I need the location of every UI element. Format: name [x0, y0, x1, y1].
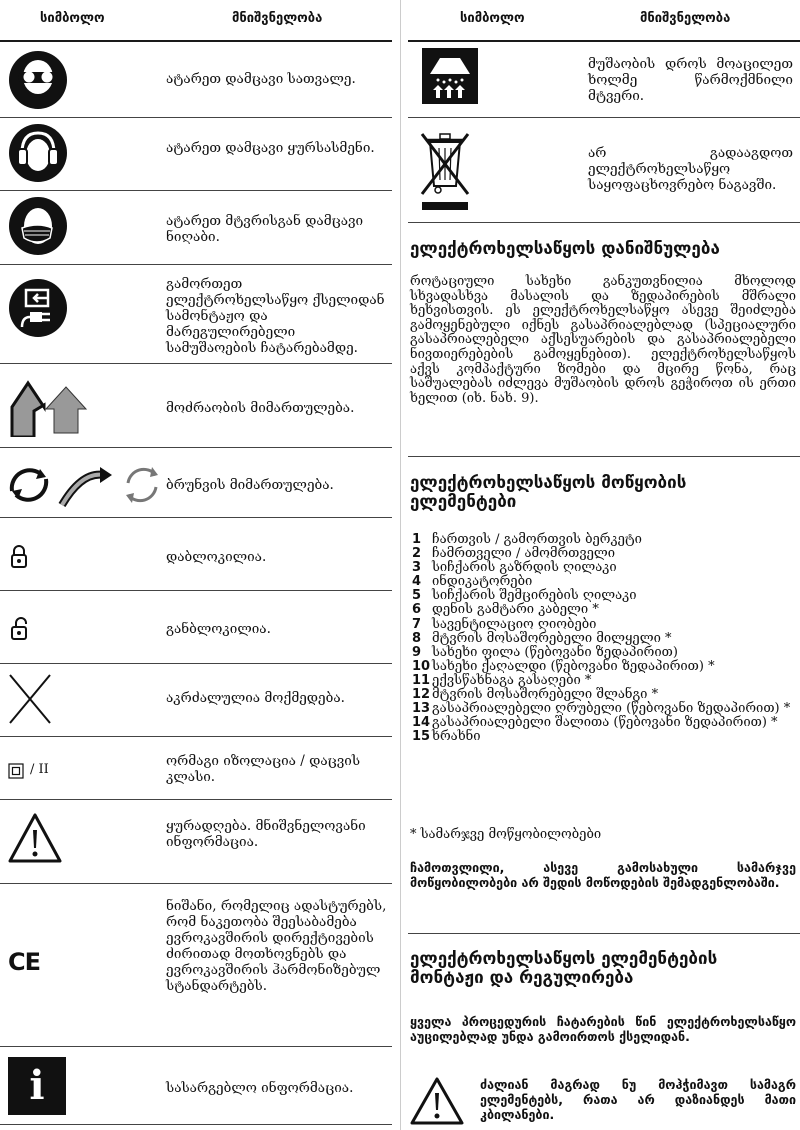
item-text: ხრახნი [432, 729, 481, 745]
divider [0, 363, 392, 364]
row-text: მოძრაობის მიმართულება. [166, 400, 355, 416]
divider [408, 456, 800, 457]
item-text: მტვრის მოსაშორებელი შლანგი * [432, 687, 659, 703]
divider [408, 117, 800, 118]
lock-closed-icon [10, 543, 28, 573]
row-text: ატარეთ დამცავი სათვალე. [166, 71, 356, 87]
divider [0, 590, 392, 591]
divider [0, 736, 392, 737]
list-item [412, 674, 796, 688]
row-text: ბრუნვის მიმართულება. [166, 477, 334, 493]
list-item [412, 603, 796, 617]
double-insulation-icon [8, 763, 24, 783]
dust-mask-icon [8, 196, 68, 260]
list-item [412, 575, 796, 589]
item-number: 5 [412, 588, 422, 604]
item-text: გასაპრიალებელი შალითა (წებოვანი ზედაპირით) * [432, 715, 778, 731]
row-text: გამორთეთ ელექტროხელსაწყო ქსელიდან სამონტაჟო და მარეგულირებელი სამუშაოების ჩატარებამდე. [166, 276, 385, 356]
right-header-meaning: მნიშვნელობა [640, 11, 731, 26]
item-text: სახეხი ქაღალდი (წებოვანი ზედაპირით) * [432, 658, 715, 674]
divider [0, 264, 392, 265]
divider [0, 40, 392, 42]
list-item [412, 632, 796, 646]
purpose-title: ელექტროხელსაწყოს დანიშნულება [410, 239, 720, 259]
row-text: ნიშანი, რომელიც ადასტურებს, რომ ნაკეთობა შეესაბამება ევროკავშირის დირექტივების ძირითად მოთხოვნებს და ევროკავშირის ჰარმონიზებულ სტანდარტებს. [166, 898, 387, 994]
divider [0, 517, 392, 518]
item-text: სახეხი ფილა (წებოვანი ზედაპირით) [432, 644, 678, 660]
weee-bin-icon [418, 126, 472, 218]
dust-extraction-icon [422, 48, 478, 108]
info-icon: i [8, 1057, 66, 1115]
supply-note: ჩამოთვლილი, ასევე გამოსახული სამარჯვე მოწყობილობები არ შედის მოწოდების შემადგენლობაში. [410, 860, 796, 890]
warning-triangle-icon [410, 1076, 464, 1130]
ce-mark-icon: CE [8, 948, 41, 976]
list-item [412, 730, 796, 744]
row-text: ორმაგი იზოლაცია / დაცვის კლასი. [166, 753, 361, 785]
item-text: ინდიკატორები [432, 574, 533, 590]
divider [0, 883, 392, 884]
item-number: 11 [412, 672, 431, 688]
item-number: 10 [412, 658, 431, 674]
divider [0, 663, 392, 664]
divider [0, 447, 392, 448]
ear-protection-icon [8, 123, 68, 187]
item-number: 4 [412, 574, 422, 590]
item-number: 13 [412, 701, 431, 717]
divider [0, 117, 392, 118]
row-text: მუშაობის დროს მოაცილეთ ხოლმე წარმოქმნილი მტვერი. [588, 56, 793, 104]
column-gap [400, 0, 401, 1130]
movement-direction-icon [8, 377, 94, 441]
insulation-class-label: / II [30, 762, 49, 777]
purpose-body: როტაციული სახეხი განკუთვნილია მხოლოდ სხვადასხვა მასალის და ზედაპირების მშრალი ხეხვისთვის. ეს ელექტროხელსაწყო ასევე შეიძლება გამოყენებული იქნეს გასაპრიალებლად (სპეციალური გასაპრიალებელი აქსესუარების და გასაპრიალებელი ნივთიერებების გამოყენებით). ელექტროხელსაწყოს აქვს კომპაქტური ზომები და მცირე წონა, რაც საშუალებას იძლევა მუშაობის დროს გეჭიროთ ის ერთი ხელით (იხ. ნახ. 9). [410, 274, 796, 406]
item-number: 15 [412, 729, 431, 745]
item-number: 2 [412, 546, 422, 562]
item-number: 1 [412, 532, 422, 547]
left-header-meaning: მნიშვნელობა [232, 11, 323, 26]
item-number: 12 [412, 687, 431, 703]
assembly-title: ელექტროხელსაწყოს ელემენტების მონტაჟი და რეგულირება [410, 949, 718, 988]
divider [0, 190, 392, 191]
item-text: სიჩქარის გაზრდის ღილაკი [432, 560, 617, 576]
item-text: ჩამრთველი / ამომრთველი [432, 546, 616, 562]
footnote: * სამარჯვე მოწყობილობები [410, 827, 602, 842]
row-text: ყურადღება. მნიშვნელოვანი ინფორმაცია. [166, 818, 366, 850]
list-item [412, 646, 796, 660]
item-number: 9 [412, 644, 422, 660]
list-item [412, 533, 796, 547]
components-title: ელექტროხელსაწყოს მოწყობის ელემენტები [410, 473, 687, 512]
item-text: ჩართვის / გამორთვის ბერკეტი [432, 532, 642, 547]
item-number: 3 [412, 560, 422, 576]
item-text: დენის გამტარი კაბელი * [432, 602, 599, 618]
item-number: 14 [412, 715, 431, 731]
components-list [412, 533, 796, 744]
divider [408, 40, 800, 42]
row-text: აკრძალულია მოქმედება. [166, 690, 345, 706]
rotation-direction-icon [6, 459, 164, 513]
right-header-symbol: სიმბოლო [460, 11, 525, 26]
divider [408, 222, 800, 223]
safety-goggles-icon [8, 50, 68, 114]
item-text: გასაპრიალებელი ღრუბელი (წებოვანი ზედაპირით) * [432, 701, 791, 717]
assembly-warning: ყველა პროცედურის ჩატარების წინ ელექტროხელსაწყო აუცილებლად უნდა გამოირთოს ქსელიდან. [410, 1014, 796, 1044]
caution-text: ძალიან მაგრად ნუ მოჰჭიმავთ სამაგრ ელემენტებს, რათა არ დაზიანდეს მათი კბილანები. [480, 1077, 796, 1122]
list-item [412, 618, 796, 632]
divider [408, 933, 800, 934]
item-text: მტვრის მოსაშორებელი მილყელი * [432, 630, 672, 646]
item-text: ექვსწახნაგა გასაღები * [432, 672, 592, 688]
unplug-icon [8, 278, 68, 342]
list-item [412, 688, 796, 702]
row-text: სასარგებლო ინფორმაცია. [166, 1080, 354, 1096]
list-item [412, 660, 796, 674]
prohibited-cross-icon [8, 673, 52, 729]
row-text: ატარეთ მტვრისგან დამცავი ნიღაბი. [166, 213, 364, 245]
divider [0, 1046, 392, 1047]
item-number: 6 [412, 602, 422, 618]
lock-open-icon [10, 615, 30, 645]
row-text: დაბლოკილია. [166, 549, 267, 565]
warning-triangle-icon [8, 812, 62, 868]
row-text: ატარეთ დამცავი ყურსასმენი. [166, 140, 375, 156]
item-text: სავენტილაციო ღიობები [432, 616, 597, 632]
item-number: 7 [412, 616, 422, 632]
divider [0, 799, 392, 800]
left-header-symbol: სიმბოლო [40, 11, 105, 26]
item-text: სიჩქარის შემცირების ღილაკი [432, 588, 637, 604]
list-item [412, 547, 796, 561]
item-number: 8 [412, 630, 422, 646]
row-text: არ გადააგდოთ ელექტროხელსაწყო საყოფაცხოვრებო ნაგავში. [588, 145, 793, 193]
divider [0, 1124, 392, 1125]
row-text: განბლოკილია. [166, 621, 271, 637]
